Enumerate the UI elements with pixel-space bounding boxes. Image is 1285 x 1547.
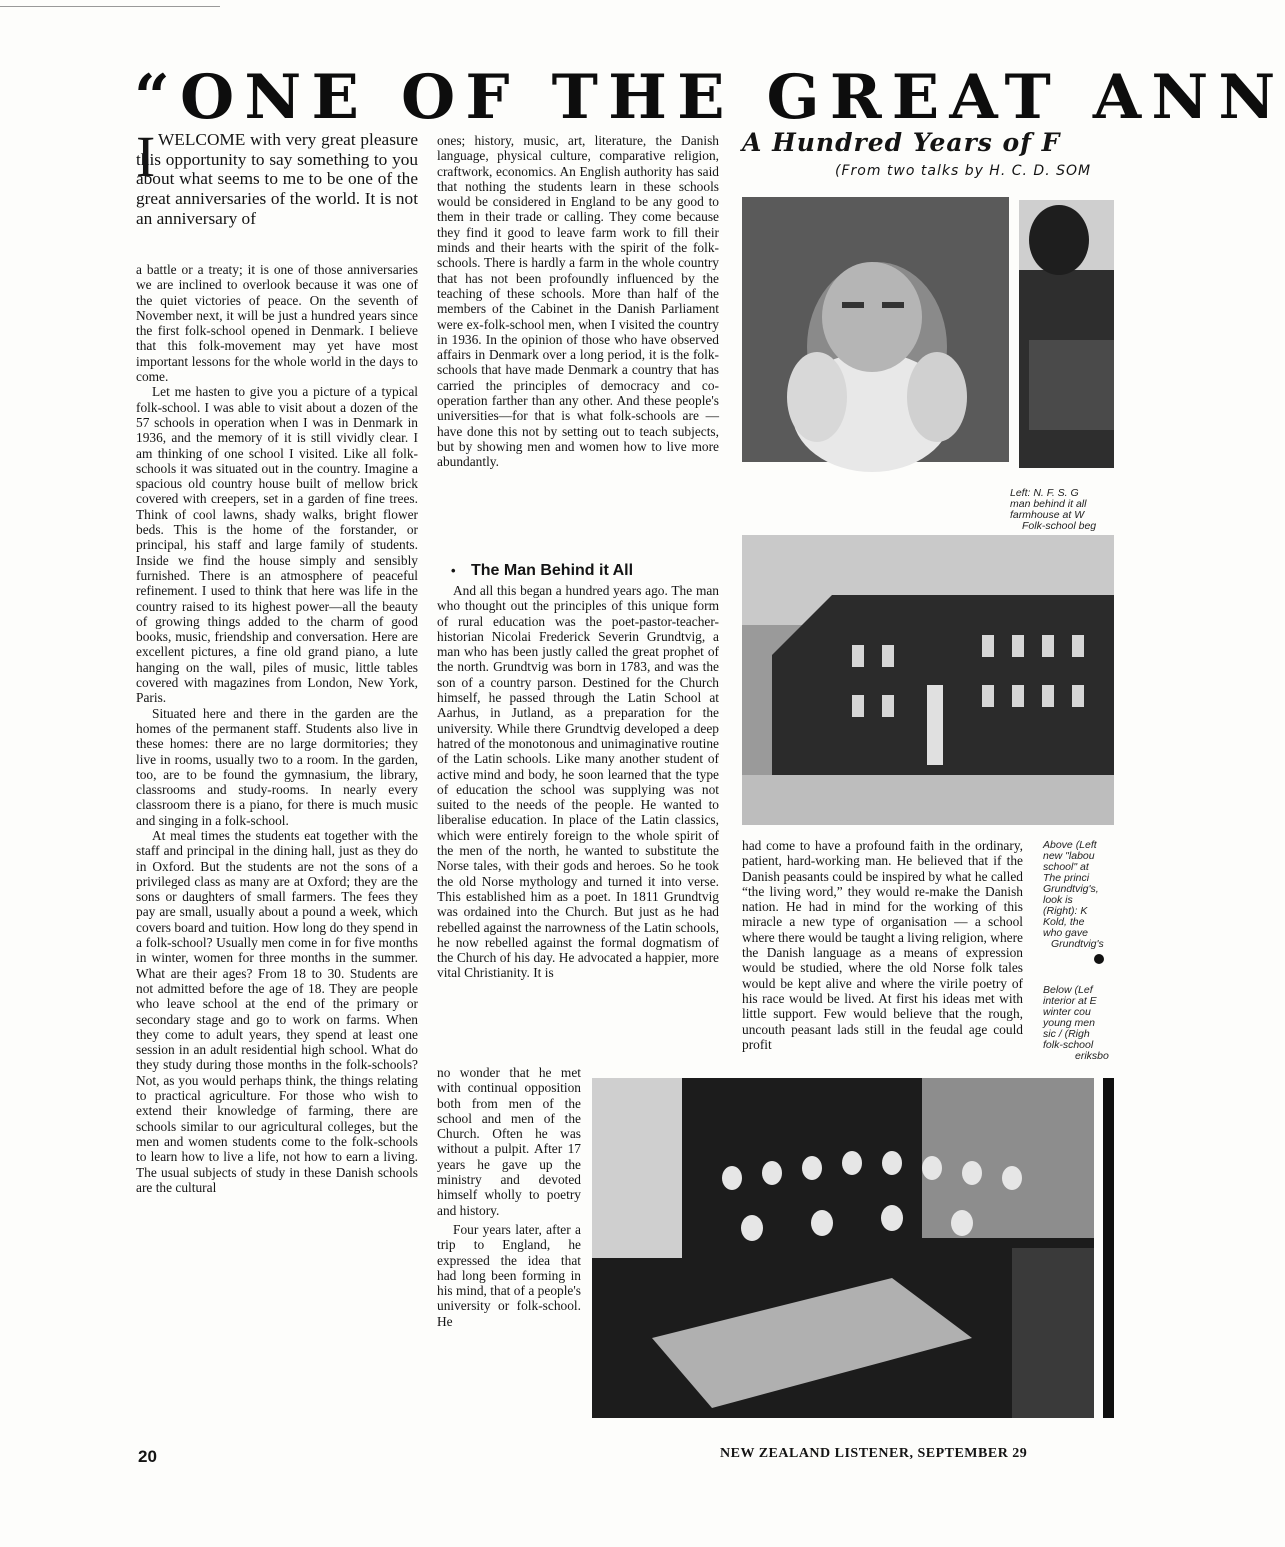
caption-line: Folk-school beg [1022, 520, 1097, 532]
col4-paragraph: Four years later, after a trip to England, he expressed the idea that had long been forming in his mind, that of a people's university or folk-school. He [437, 1221, 581, 1329]
caption-line: young men [1043, 1017, 1095, 1029]
column-1 [136, 262, 418, 1195]
publication-line: NEW ZEALAND LISTENER, SEPTEMBER 29 [720, 1446, 1028, 1461]
caption-line: The princi [1043, 872, 1090, 884]
col2-paragraph: ones; history, music, art, literature, the Danish language, physical culture, comparative religion, craftwork, economics. An English authority has said that nothing the students learn in these schools would be considered in England to be any good to them in their trade or calling. They come because they find it good to leave farm work to fill their minds and their hearts with the spirit of the folk-schools. There is hardly a farm in the whole country that has not been profoundly influenced by the teaching of these schools. More than half of the members of the Cabinet in the Danish Parliament were ex-folk-school men, when I visited the country in 1936. In the opinion of those who have observed affairs in Denmark over a long period, it is the folk-schools that have made Denmark a country that has carried the principles of democracy and co-operation farther than any other. And these people's universities—for that is what folk-schools are — have done this not by setting out to teach subjects, but by showing men and women how to live more abundantly. [437, 133, 719, 470]
drop-cap: I [136, 124, 156, 189]
section-heading [437, 562, 719, 580]
caption-top-right [1010, 488, 1096, 532]
caption-line: who gave [1043, 927, 1088, 939]
caption-line: Grundtvig's [1051, 938, 1104, 950]
caption-line: school" at [1043, 861, 1089, 873]
caption-low-right [1043, 985, 1109, 1062]
col3-paragraph: had come to have a profound faith in the ordinary, patient, hard-working man. He believed that if the Danish peasants could be inspired by what he called “the living word,” they would re-make the Danish nation. He had in mind for the working of this miracle a new type of organisation — a school where there would be taught a living religion, where the Danish language as a means of expression would be studied, where the old Norse folk tales would be kept alive and where the virile poetry of his race would be lived. At first his ideas met with little support. Few would believe that the rough, uncouth peasant lads still in the feudal age could profit [742, 838, 1023, 1052]
col1-paragraph: Let me hasten to give you a picture of a typical folk-school. I was able to visit about a dozen of the 57 schools in operation when I was in Denmark in 1936, and the memory of it is still vividly clear. I am thinking of one school I visited. Like all folk-schools it was situated out in the country. Imagine a spacious old country house built of mellow brick covered with creepers, set in a garden of fine trees. Think of cool lawns, shady walks, bright flower beds. This is the home of the forstander, or principal, his staff and large family of students. Inside we find the house simply and sensibly furnished. There is an atmosphere of peaceful refinement. I used to think that here was life in the country raised to its highest power—all the beauty of growing things added to the charm of good books, music, friendship and conversation. Here are excellent pictures, a fine old grand piano, a lute hanging on the wall, piles of music, little tables covered with magazines from London, New York, Paris. [136, 384, 418, 706]
caption-mid-right [1043, 840, 1104, 950]
caption-line: Kold, the [1043, 916, 1085, 928]
lead-text: WELCOME with very great pleasure this opportunity to say something to you about what seems to me to be one of the great anniversaries of the world. It is not an anniversary of [136, 130, 418, 228]
caption-line: winter cou [1043, 1006, 1091, 1018]
caption-line: Below (Lef [1043, 984, 1093, 996]
classroom-photo [592, 1078, 1094, 1418]
caption-line: man behind it all [1010, 498, 1087, 510]
col1-paragraph: a battle or a treaty; it is one of those anniversaries we are inclined to overlook because it was one of the quiet victories of peace. On the seventh of November next, it will be just a hundred years since the first folk-school opened in Denmark. I believe that this folk-movement may yet have most important lessons for the whole world in the days to come. [136, 262, 418, 385]
caption-line: Left: N. F. S. G [1010, 487, 1079, 499]
byline: (From two talks by H. C. D. SOM [835, 163, 1092, 179]
caption-line: eriksbo [1075, 1050, 1109, 1062]
column-3 [742, 838, 1023, 1052]
caption-line: sic / (Righ [1043, 1028, 1090, 1040]
page-number: 20 [138, 1447, 157, 1466]
photo-edge-strip [1103, 1078, 1114, 1418]
col4-paragraph: no wonder that he met with continual opposition both from men of the school and men of the Church. Often he was without a pulpit. After 17 years he gave up the ministry and devoted himself wholly to poetry and history. [437, 1065, 581, 1218]
caption-line: interior at E [1043, 995, 1097, 1007]
caption-line: Above (Left [1043, 839, 1097, 851]
caption-line: look is [1043, 894, 1073, 906]
caption-line: folk-school [1043, 1039, 1094, 1051]
caption-line: (Right): K [1043, 905, 1088, 917]
portrait-photo [742, 197, 1009, 462]
column-2 [437, 133, 719, 470]
col1-paragraph: Situated here and there in the garden are the homes of the permanent staff. Students also live in these homes: there are no large dormitories; they live in rooms, usually two to a room. In the garden, too, are to be found the gymnasium, the library, classrooms and study-rooms. In nearly every classroom there is a piano, for there is much music and singing in a folk-school. [136, 705, 418, 828]
caption-line: Grundtvig's, [1043, 883, 1099, 895]
caption-line: new "labou [1043, 850, 1095, 862]
bullet-icon: • [451, 563, 456, 578]
col2b-paragraph: And all this began a hundred years ago. The man who thought out the principles of this unique form of rural education was the poet-pastor-teacher-historian Nicolai Frederick Severin Grundtvig, a man who has been justly called the great prophet of the north. Grundtvig was born in 1783, and was the son of a country parson. Destined for the Church himself, he passed through the Latin School at Aarhus, in Jutland, as a preparation for the university. While there Grundtvig developed a deep hatred of the monotonous and unimaginative routine of the Latin schools. Like many another student of active mind and body, he soon learned that the type of education the school was supplying was not suited to the needs of the people. He wanted to liberalise education. In place of the Latin classics, which were entirely foreign to the whole spirit of the men of the north, he wanted to substitute the Norse tales, with their gods and heroes. So he took the old Norse mythology and turned it into verse. This established him as a poet. In 1811 Grundtvig was ordained into the Church. But just as he had rebelled against the narrowness of the Latin schools, he now rebelled against the formal dogmatism of the Church of his day. He advocated a happier, more vital Christianity. It is [437, 583, 719, 981]
section-heading-text: The Man Behind it All [471, 562, 634, 579]
column-narrow [437, 1065, 581, 1329]
col1-paragraph: At meal times the students eat together with the staff and principal in the dining hall, just as they do in Oxford. But the students are not the sons of a privileged class as many are at Oxford; they are the sons or daughters of small farmers. The fees they pay are small, usually about a pound a week, which covers board and tuition. How long do they spend in a folk-school? Usually men come in for five months in winter, women for three months in the summer. What are their ages? From 18 to 30. Students are not admitted before the age of 18. They are people who leave school at the end of the primary or secondary stage and go to work on farms. When they come to adult years, they spend at least one session in an adult residential high school. What do they study during those months in the folk-schools? Not, as you would perhaps think, the things relating to practical agriculture. For those who wish to extend their knowledge of farming, there are schools similar to our agricultural colleges, but the men and women students come to the folk-schools to learn how to live a life, not how to earn a living. The usual subjects of study in these Danish schools are the cultural [136, 827, 418, 1195]
headline: “ONE OF THE GREAT ANN [134, 62, 1285, 133]
top-rule [0, 6, 220, 7]
column-2-continued [437, 583, 719, 981]
school-building-photo [742, 535, 1114, 825]
subhead: A Hundred Years of F [742, 128, 1061, 157]
farmhouse-photo [1019, 200, 1114, 468]
caption-line: farmhouse at W [1010, 509, 1085, 521]
bullet-dot-icon [1094, 954, 1104, 964]
